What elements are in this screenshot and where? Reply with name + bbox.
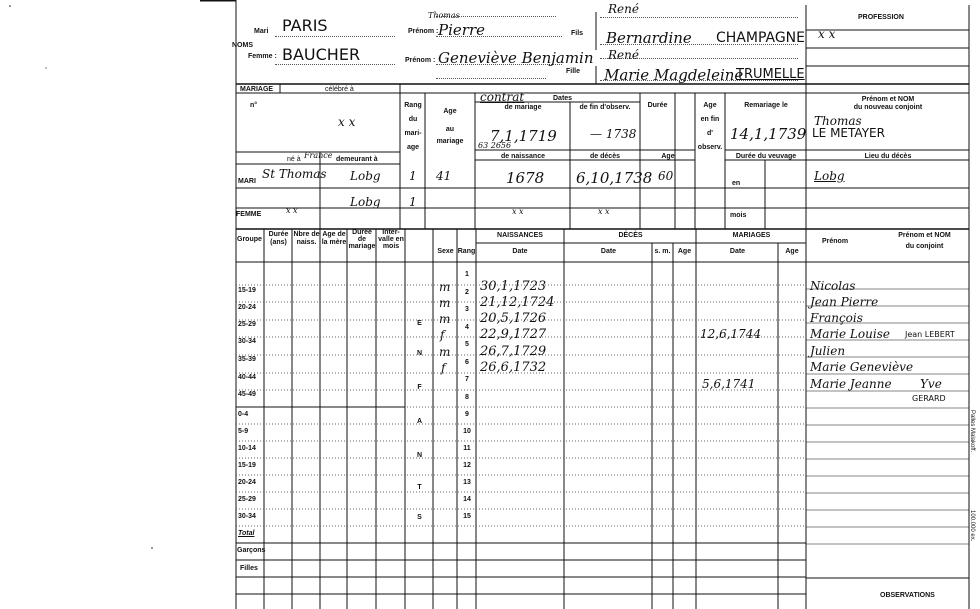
child-sexe: m [439, 345, 451, 359]
label-naiss-date: Date [512, 248, 528, 255]
label-duree-mariage-2: de [357, 236, 367, 243]
label-nouveau-conjoint-2: du nouveau conjoint [853, 104, 923, 111]
group-label: 30-34 [238, 513, 256, 520]
rank-number: 6 [465, 359, 469, 366]
label-naissances: NAISSANCES [497, 232, 543, 239]
husband-firstname-extra: Thomas [428, 11, 460, 20]
label-conjoint-2: du conjoint [905, 243, 944, 250]
nouveau-conjoint-1: Thomas [814, 114, 862, 128]
rank-number: 8 [465, 394, 469, 401]
group-label: 15-19 [238, 287, 256, 294]
nouveau-conjoint-2: LE METAYER [812, 126, 885, 140]
mari-deces: 6,10,1738 [576, 169, 653, 187]
side-imprint: Palles Malakoff. [969, 410, 975, 453]
label-rang-3: mari- [404, 130, 422, 137]
label-deces: DÉCÈS [618, 232, 643, 239]
child-prenom: François [810, 311, 863, 325]
label-observations: OBSERVATIONS [880, 592, 935, 599]
child-naissance: 21,12,1724 [480, 295, 555, 310]
label-age-3: mariage [436, 138, 464, 145]
wife-firstname: Geneviève Benjamin [438, 49, 594, 67]
child-naissance: 26,6,1732 [480, 360, 547, 375]
rank-number: 12 [463, 462, 471, 469]
contrat-value: contrat [480, 90, 525, 104]
mari-naissance: 1678 [506, 169, 545, 187]
label-prenom-mari: Prénom : [408, 28, 439, 35]
mother-of-wife-surname: TRUMELLE [736, 67, 805, 82]
total-label: Total [238, 530, 255, 537]
label-age-col: Age [661, 153, 675, 160]
label-conjoint-1: Prénom et NOM [898, 232, 951, 239]
dotline [275, 36, 395, 37]
label-nouveau-conjoint-1: Prénom et NOM [861, 96, 915, 103]
child-naissance: 30,1,1723 [480, 279, 547, 294]
label-duree-veuvage: Durée du veuvage [735, 153, 797, 160]
label-age-deces: Age [677, 248, 692, 255]
label-remariage: Remariage le [744, 102, 788, 109]
label-mari: Mari [254, 28, 269, 35]
label-intervalle-1: Inter- [382, 229, 400, 236]
femme-deces: x x [598, 207, 610, 216]
femme-rang: 1 [409, 195, 417, 209]
husband-surname: PARIS [282, 16, 328, 35]
femme-naissance: x x [512, 207, 524, 216]
child-naissance: 22,9,1727 [480, 327, 547, 342]
mother-of-husband-surname: CHAMPAGNE [716, 30, 806, 46]
label-nbre-1: Nbre de [293, 231, 320, 238]
dotline [600, 17, 798, 18]
label-sm: s. m. [654, 248, 671, 255]
rank-number: 13 [463, 479, 471, 486]
label-prenom-femme: Prénom : [405, 57, 436, 64]
label-rang-2: du [408, 116, 418, 123]
group-label: 15-19 [238, 462, 256, 469]
mariage-date: 7,1,1719 [490, 127, 557, 145]
child-sexe: f [441, 361, 446, 375]
label-duree-ans-1: Durée [268, 231, 289, 238]
label-intervalle-2: valle en [378, 236, 404, 243]
group-label: 25-29 [238, 321, 256, 328]
extra-mariage: 5,6,1741 [702, 377, 756, 391]
mari-age: 41 [436, 169, 452, 183]
enfants-letter: S [417, 514, 422, 521]
rank-number: 4 [465, 324, 469, 331]
label-age-2: au [445, 126, 455, 133]
label-mariages-age: Age [785, 248, 799, 255]
rank-number: 11 [463, 445, 471, 452]
enfants-letter: N [416, 452, 423, 459]
child-prenom: Jean Pierre [810, 295, 879, 309]
extra-prenom: Marie Jeanne [810, 377, 892, 391]
child-mariage: 12,6,1744 [700, 327, 762, 341]
mother-of-wife: Marie Magdeleine [604, 66, 744, 84]
label-mariages-date: Date [729, 248, 746, 255]
label-dates: Dates [553, 95, 573, 102]
husband-firstname: Pierre [438, 21, 485, 39]
label-duree-mariage-1: Durée [352, 229, 372, 236]
label-age-fin-2: en fin [700, 116, 720, 123]
side-count: 100.000 ex. [969, 510, 975, 542]
label-fils: Fils [571, 30, 584, 37]
group-label: 30-34 [238, 338, 256, 345]
label-age-fin-1: Age [703, 102, 717, 109]
rank-number: 15 [463, 513, 471, 520]
group-label: 25-29 [238, 496, 256, 503]
label-no: n° [250, 102, 258, 109]
child-naissance: 20,5,1726 [480, 311, 547, 326]
father-of-wife: René [608, 48, 639, 62]
label-lieu-deces: Lieu du décès [864, 153, 912, 160]
mari-ne-a: St Thomas [262, 167, 327, 181]
label-age-fin-4: observ. [697, 144, 723, 151]
rank-number: 5 [465, 341, 469, 348]
mariage-ref: 63 2656 [478, 141, 512, 150]
label-profession: PROFESSION [858, 14, 904, 21]
rank-number: 9 [465, 411, 469, 418]
label-fille: Fille [566, 68, 581, 75]
label-fin-observ: de fin d'observ. [579, 104, 631, 111]
label-en: en [732, 180, 741, 187]
label-prenom-col: Prénom [822, 238, 849, 245]
label-duree: Durée [647, 102, 668, 109]
label-age-fin-3: d' [707, 130, 713, 137]
dotline [436, 78, 546, 79]
group-label: 35-39 [238, 356, 256, 363]
child-sexe: m [439, 296, 451, 310]
label-de-naissance: de naissance [501, 153, 545, 160]
group-label: 10-14 [238, 445, 256, 452]
rank-number: 14 [463, 496, 471, 503]
rank-number: 2 [465, 289, 469, 296]
label-femme-row: FEMME [236, 211, 262, 218]
mother-of-husband: Bernardine [606, 29, 692, 47]
label-age-mere-1: Age de [322, 231, 346, 238]
rank-number: 3 [465, 306, 469, 313]
label-noms: NOMS [232, 42, 253, 49]
label-mariages: MARIAGES [732, 232, 771, 239]
mari-lieu-deces: Lobg [814, 169, 845, 183]
femme-ne-a: x x [286, 206, 298, 215]
enfants-letter: F [417, 384, 422, 391]
extra-conjoint-surname: GERARD [912, 394, 946, 403]
profession-value: x x [818, 27, 836, 41]
child-sexe: m [439, 312, 451, 326]
child-sexe: f [440, 328, 445, 342]
filles-label: Filles [240, 565, 258, 572]
label-rang-1: Rang [404, 102, 422, 109]
label-age-mere-2: la mère [321, 239, 347, 246]
label-femme: Femme : [248, 53, 277, 60]
label-age-1: Age [443, 108, 457, 115]
child-prenom: Julien [810, 344, 846, 358]
garcons-label: Garçons [237, 547, 266, 554]
child-naissance: 26,7,1729 [480, 344, 547, 359]
group-label: 40-44 [238, 374, 256, 381]
mari-rang: 1 [409, 169, 417, 183]
label-rang-4: age [406, 144, 420, 151]
celebre-value: x x [338, 115, 356, 129]
extra-conjoint: Yve [920, 377, 942, 391]
label-mariage: MARIAGE [240, 86, 274, 93]
label-mois: mois [730, 212, 747, 219]
child-prenom: Marie Geneviève [810, 360, 914, 374]
label-duree-mariage-3: mariage [348, 243, 376, 250]
remariage-value: 14,1,1739 [730, 125, 807, 143]
label-intervalle-3: mois [382, 243, 400, 250]
enfants-letter: N [416, 350, 423, 357]
group-label: 5-9 [238, 428, 249, 435]
femme-demeurant: Lobg [350, 195, 381, 209]
ne-a-note: France [304, 151, 333, 160]
label-duree-ans-2: (ans) [270, 239, 287, 246]
father-of-husband: René [608, 2, 639, 16]
group-label: 20-24 [238, 479, 256, 486]
child-sexe: m [439, 280, 451, 294]
child-prenom: Nicolas [810, 279, 856, 293]
label-de-deces: de décès [590, 153, 620, 160]
group-label: 20-24 [238, 304, 256, 311]
label-rang-col: Rang [457, 248, 476, 255]
enfants-letter: T [417, 484, 422, 491]
label-mari-row: MARI [238, 178, 256, 185]
label-celebre: célébré à [325, 86, 354, 93]
enfants-letter: E [417, 320, 422, 327]
enfants-letter: A [416, 418, 423, 425]
label-deces-date: Date [600, 248, 617, 255]
group-label: 45-49 [238, 391, 256, 398]
rank-number: 10 [463, 428, 471, 435]
label-de-mariage: de mariage [504, 104, 542, 111]
label-demeurant: demeurant à [336, 156, 378, 163]
rank-number: 7 [465, 376, 469, 383]
fin-observ-value: — 1738 [590, 127, 637, 141]
label-groupe: Groupe [237, 236, 262, 243]
mari-age-deces: 60 [658, 169, 674, 183]
child-prenom: Marie Louise [810, 327, 890, 341]
rank-number: 1 [465, 271, 469, 278]
dotline [275, 64, 395, 65]
wife-surname: BAUCHER [282, 45, 361, 64]
mari-demeurant: Lobg [350, 169, 381, 183]
group-label: 0-4 [238, 411, 249, 418]
label-nbre-2: naiss. [296, 239, 317, 246]
child-conjoint: Jean LEBERT [905, 330, 955, 339]
label-sexe: Sexe [437, 248, 454, 255]
label-ne-a: né à [287, 156, 301, 163]
